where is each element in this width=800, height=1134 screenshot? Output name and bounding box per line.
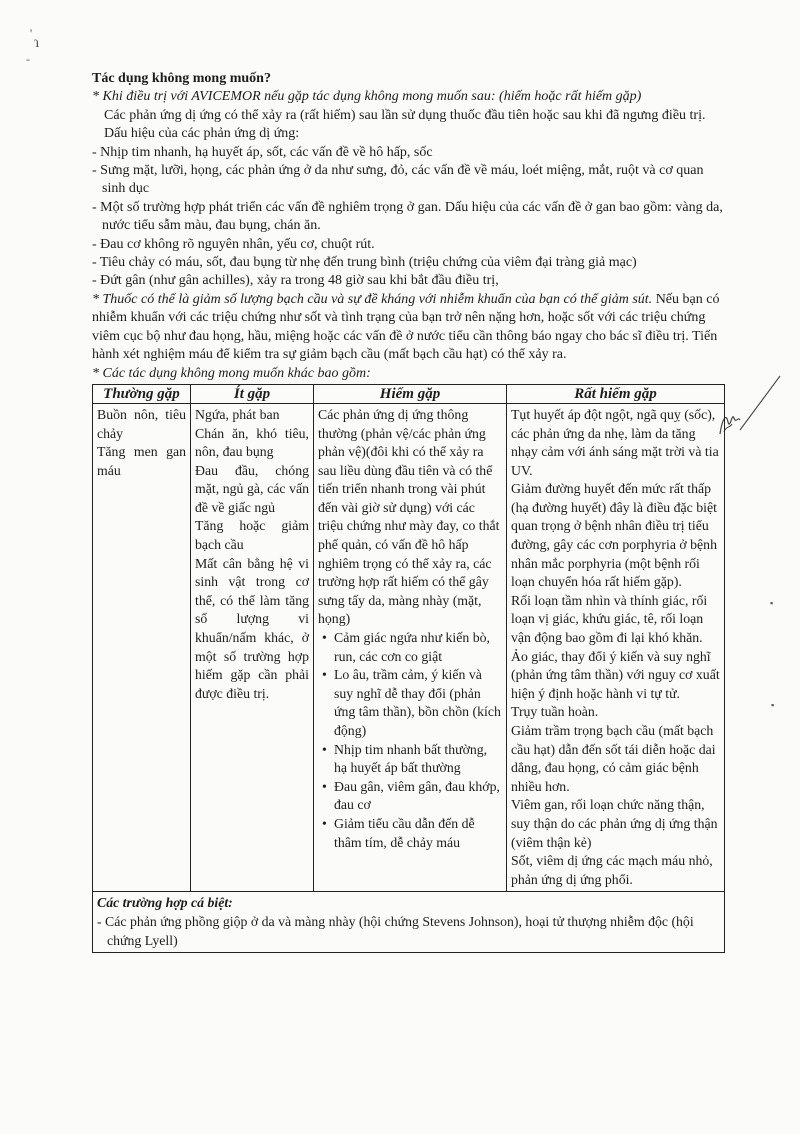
margin-mark: ▪ bbox=[771, 700, 775, 710]
cell-item: Buồn nôn, tiêu chảy bbox=[97, 406, 186, 441]
cell-uncommon bbox=[191, 403, 314, 891]
cell-item: Ảo giác, thay đổi ý kiến và suy nghĩ (phản ứng tâm thần) với nguy cơ xuất hiện ý định hoặc hành vi tự tử. bbox=[511, 648, 720, 701]
list-item: • Giảm tiểu cầu dẫn đến dễ thâm tím, dễ chảy máu bbox=[334, 815, 502, 852]
symptom-item: - Một số trường hợp phát triển các vấn đề nghiêm trọng ở gan. Dấu hiệu của các vấn đề ở gan bao gồm: vàng da, nước tiểu sẫm màu, đau bụng, chán ăn. bbox=[92, 199, 723, 234]
adverse-effects-table bbox=[92, 384, 725, 953]
scan-speck: ' bbox=[30, 26, 33, 40]
wbc-paragraph bbox=[92, 291, 724, 365]
rare-bullet-list bbox=[318, 629, 502, 852]
cell-item: Tăng hoặc giảm bạch cầu bbox=[195, 518, 309, 553]
symptom-item: - Đau cơ không rõ nguyên nhân, yếu cơ, chuột rút. bbox=[92, 236, 375, 252]
cell-item: Giảm đường huyết đến mức rất thấp (hạ đường huyết) đây là điều đặc biệt quan trọng ở bệnh nhân điều trị tiểu đường, gây các cơn porphyria ở bệnh nhân mắc porphyria (một bệnh rối loạn chuyển hóa rất hiếm gặp). bbox=[511, 481, 717, 590]
wbc-italic: * Thuốc có thể là giảm số lượng bạch cầu và sự đề kháng với nhiễm khuẩn của bạn có thể giảm sút. bbox=[92, 291, 653, 307]
cell-very-rare bbox=[507, 403, 725, 891]
cell-item: Chán ăn, khó tiêu, nôn, đau bụng bbox=[195, 425, 309, 460]
table-row bbox=[93, 403, 725, 891]
wbc-text: Nếu bạn có nhiễm khuẩn với các triệu chứng như sốt và tình trạng của bạn trở nên nặng hơn, hoặc sốt với các triệu chứng viêm cục bộ như đau họng, hầu, miệng hoặc các vấn đề ở nước tiểu cần thông báo ngay cho bác sĩ điều trị. Tiến hành xét nghiệm máu để kiểm tra sự giảm bạch cầu (mất bạch cầu hạt) có thể xảy ra. bbox=[92, 291, 720, 363]
symptom-item: - Sưng mặt, lưỡi, họng, các phản ứng ở da như sưng, đỏ, các vấn đề về máu, loét miệng, mắt, ruột và cơ quan sinh dục bbox=[92, 163, 704, 197]
cell-item: Rối loạn tầm nhìn và thính giác, rối loạn vị giác, khứu giác, tê, rối loạn vận động bao gồm đi lại khó khăn. bbox=[511, 592, 708, 646]
symptom-list bbox=[92, 144, 724, 291]
header-very-rare: Rất hiếm gặp bbox=[507, 384, 725, 403]
margin-mark: ▪ bbox=[770, 598, 774, 608]
cell-item: Giảm trầm trọng bạch cầu (mất bạch cầu hạt) dẫn đến sốt tái diễn hoặc dai dẳng, đau họng, có cảm giác bệnh nhiều hơn. bbox=[511, 723, 716, 794]
header-common: Thường gặp bbox=[93, 384, 191, 403]
table-header-row bbox=[93, 384, 725, 403]
cell-rare bbox=[314, 403, 507, 891]
intro-italic: * Khi điều trị với AVICEMOR nếu gặp tác dụng không mong muốn sau: (hiếm hoặc rất hiếm gặp) bbox=[92, 89, 642, 105]
cell-item: Tụt huyết áp đột ngột, ngã quỵ (sốc), các phản ứng da nhẹ, làm da tăng nhạy cảm với ánh sáng mặt trời và tia UV. bbox=[511, 406, 719, 478]
allergy-intro: Các phản ứng dị ứng có thể xảy ra (rất hiếm) sau lần sử dụng thuốc đầu tiên hoặc sau khi đã ngưng điều trị. Dấu hiệu của các phản ứng dị ứng: bbox=[104, 107, 706, 142]
special-cases-text: - Các phản ứng phồng giộp ở da và màng nhày (hội chứng Stevens Johnson), hoại tử thượng nhiễm độc (hội chứng Lyell) bbox=[97, 913, 694, 948]
cell-item: Viêm gan, rối loạn chức năng thận, suy thận do các phản ứng dị ứng thận (viêm thận kẻ) bbox=[511, 797, 718, 850]
cell-item: Trụy tuần hoàn. bbox=[511, 704, 599, 720]
list-item: • Nhịp tim nhanh bất thường, hạ huyết áp bất thường bbox=[334, 741, 502, 778]
other-effects-intro: * Các tác dụng không mong muốn khác bao gồm: bbox=[92, 365, 371, 381]
document-body bbox=[92, 70, 724, 953]
header-uncommon: Ít gặp bbox=[191, 384, 314, 403]
cell-common bbox=[93, 403, 191, 891]
cell-item: Sốt, viêm dị ứng các mạch máu nhỏ, phản ứng dị ứng phổi. bbox=[511, 853, 713, 887]
cell-item: Ngứa, phát ban bbox=[195, 406, 280, 422]
cell-item: Tăng men gan máu bbox=[97, 444, 186, 478]
cell-item: Mất cân bằng hệ vi sinh vật trong cơ thể, có thể làm tăng số lượng vi khuẩn/nấm khác, ở một số trường hợp hiếm gặp cần phải được điều trị. bbox=[195, 555, 309, 701]
list-item: • Đau gân, viêm gân, đau khớp, đau cơ bbox=[334, 778, 502, 815]
symptom-item: - Tiêu chảy có máu, sốt, đau bụng từ nhẹ đến trung bình (triệu chứng của viêm đại tràng giả mạc) bbox=[92, 255, 637, 271]
cell-item: Các phản ứng dị ứng thông thường (phản vệ/các phản ứng phản vệ)(đôi khi có thể xảy ra sau liều dùng đầu tiên và có thể tiến triển nhanh trong vài phút đến vài giờ sử dụng) với các triệu chứng như mày đay, co thắt phế quản, có vấn đề hô hấp nghiêm trọng có thể xảy ra, các trường hợp rất hiếm có thể gây sưng tấy da, màng nhày (mặt, họng) bbox=[318, 406, 500, 627]
symptom-item: - Nhịp tim nhanh, hạ huyết áp, sốt, các vấn đề về hô hấp, sốc bbox=[92, 144, 433, 160]
table-row bbox=[93, 892, 725, 953]
special-cases-heading: Các trường hợp cá biệt: bbox=[97, 895, 233, 911]
scan-speck: ɿ bbox=[34, 34, 40, 51]
header-rare: Hiếm gặp bbox=[314, 384, 507, 403]
special-cases-cell bbox=[93, 892, 725, 953]
section-heading: Tác dụng không mong muốn? bbox=[92, 71, 271, 86]
list-item: • Cảm giác ngứa như kiến bò, run, các cơn co giật bbox=[334, 629, 502, 666]
symptom-item: - Đứt gân (như gân achilles), xảy ra trong 48 giờ sau khi bắt đầu điều trị, bbox=[92, 273, 499, 289]
scan-speck: - bbox=[26, 52, 30, 66]
cell-item: Đau đầu, chóng mặt, ngủ gà, các vấn đề về giấc ngủ bbox=[195, 462, 309, 515]
list-item: • Lo âu, trầm cảm, ý kiến và suy nghĩ dễ thay đổi (phản ứng tâm thần), bồn chồn (kích động) bbox=[334, 666, 502, 740]
